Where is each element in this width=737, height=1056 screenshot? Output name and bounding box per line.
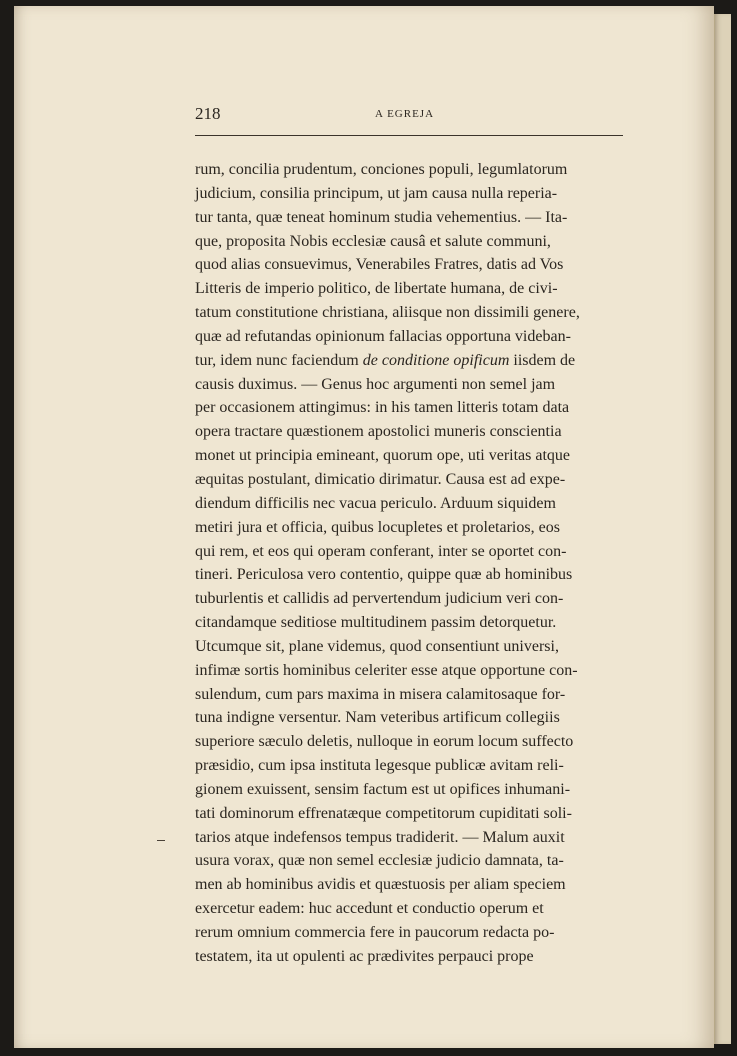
- text-line: per occasionem attingimus: in his tamen litteris totam data: [195, 399, 570, 417]
- text-line: exercetur eadem: huc accedunt et conductio operum et: [195, 900, 544, 918]
- italic-phrase: de conditione opificum: [362, 351, 510, 369]
- text-line: causis duximus. — Genus hoc argumenti non semel jam: [195, 375, 556, 393]
- text-line: æquitas postulant, dimicatio dirimatur. Causa est ad expe-: [195, 470, 566, 488]
- text-line: tineri. Periculosa vero contentio, quippe quæ ab hominibus: [195, 566, 573, 584]
- text-line: metiri jura et officia, quibus locupletes et proletarios, eos: [195, 518, 560, 536]
- text-line: citandamque seditiose multitudinem passim detorquetur.: [195, 614, 557, 632]
- text-line: monet ut principia emineant, quorum ope, uti veritas atque: [195, 447, 571, 465]
- running-title: A EGREJA: [375, 108, 435, 120]
- text-line: qui rem, et eos qui operam conferant, inter se oportet con-: [195, 542, 567, 560]
- text-line: rerum omnium commercia fere in paucorum redacta po-: [195, 924, 555, 941]
- line-segment: iisdem de: [509, 351, 576, 369]
- body-text: [195, 158, 632, 969]
- text-line: diendum difficilis nec vacua periculo. Arduum siquidem: [195, 494, 556, 512]
- text-line: judicium, consilia principum, ut jam causa nulla reperia-: [195, 184, 558, 202]
- header-rule: [195, 135, 623, 136]
- text-line: tati dominorum effrenatæque competitorum cupiditati soli-: [195, 804, 572, 822]
- text-line: sulendum, cum pars maxima in misera calamitosaque for-: [195, 685, 566, 703]
- text-line: men ab hominibus avidis et quæstuosis per aliam speciem: [195, 876, 566, 894]
- text-line: tuburlentis et callidis ad pervertendum judicium veri con-: [195, 590, 564, 608]
- margin-mark: [157, 840, 165, 841]
- text-line: infimæ sortis hominibus celeriter esse atque opportune con-: [195, 661, 578, 679]
- text-line: quæ ad refutandas opinionum fallacias opportuna videban-: [195, 327, 571, 345]
- page-number: 218: [195, 104, 221, 123]
- text-line: superiore sæculo deletis, nulloque in eorum locum suffecto: [195, 733, 574, 751]
- text-line: Litteris de imperio politico, de libertate humana, de civi-: [195, 280, 558, 298]
- text-line: præsidio, cum ipsa instituta legesque publicæ avitam reli-: [195, 757, 564, 775]
- page-edge: [714, 14, 731, 1044]
- text-line: rum, concilia prudentum, conciones populi, legumlatorum: [195, 161, 568, 178]
- text-line: usura vorax, quæ non semel ecclesiæ judicio damnata, ta-: [195, 852, 564, 870]
- line-segment: tur, idem nunc faciendum: [195, 351, 363, 369]
- text-line: tatum constitutione christiana, aliisque non dissimili genere,: [195, 304, 580, 322]
- text-line: Utcumque sit, plane videmus, quod consentiunt universi,: [195, 637, 559, 655]
- text-line: tuna indigne versentur. Nam veteribus artificum collegiis: [195, 709, 560, 727]
- text-line: opera tractare quæstionem apostolici muneris conscientia: [195, 423, 562, 441]
- text-line: que, proposita Nobis ecclesiæ causâ et salute communi,: [195, 232, 551, 250]
- text-line-with-italic: [195, 349, 632, 373]
- text-line: tur tanta, quæ teneat hominum studia vehementius. — Ita-: [195, 208, 568, 226]
- text-line: tarios atque indefensos tempus tradiderit. — Malum auxit: [195, 828, 565, 846]
- text-line: quod alias consuevimus, Venerabiles Fratres, datis ad Vos: [195, 256, 564, 274]
- text-line: testatem, ita ut opulenti ac prædivites perpauci prope: [195, 947, 534, 965]
- text-line: gionem exuissent, sensim factum est ut opifices inhumani-: [195, 780, 571, 798]
- page-header: [195, 104, 623, 130]
